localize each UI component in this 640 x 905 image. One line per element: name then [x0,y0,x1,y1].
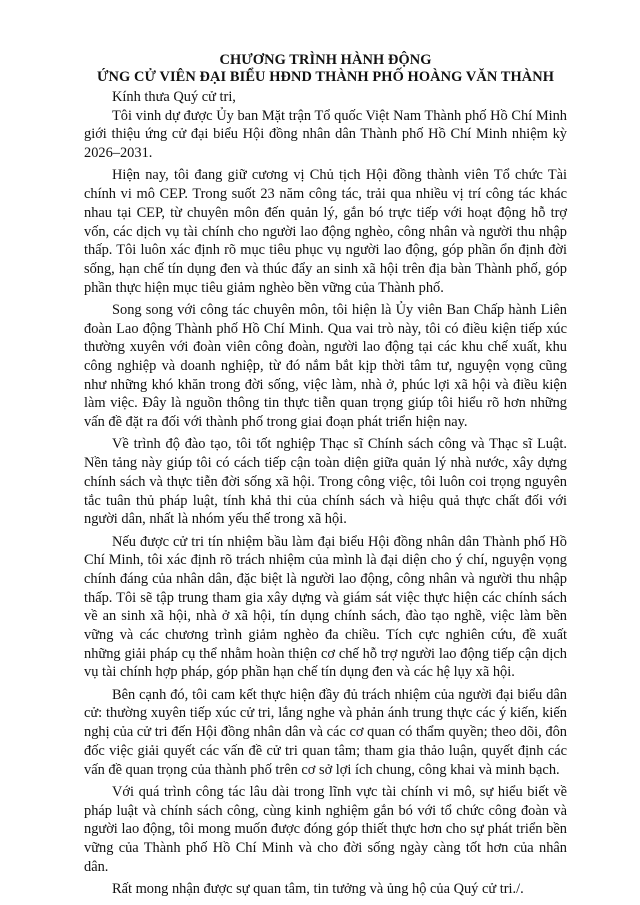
paragraph-closing: Rất mong nhận được sự quan tâm, tin tưởng và ủng hộ của Quý cử tri./. [112,880,524,897]
paragraph-aspiration: Với quá trình công tác lâu dài trong lĩnh vực tài chính vi mô, sự hiểu biết về pháp luật và chính sách công, cùng kinh nghiệm gắn bó với tổ chức công đoàn và người lao động, tôi mong muốn được đóng góp thiết thực hơn cho sự phát triển bền vững của Thành phố Hồ Chí Minh và cho đời sống ngày càng tốt hơn của nhân dân. [84,783,567,875]
document-title [84,52,567,86]
paragraph-education: Về trình độ đào tạo, tôi tốt nghiệp Thạc sĩ Chính sách công và Thạc sĩ Luật. Nền tảng này giúp tôi có cách tiếp cận toàn diện giữa quản lý nhà nước, xây dựng chính sách và thực tiễn đời sống xã hội. Trong công việc, tôi luôn coi trọng nguyên tắc tuân thủ pháp luật, tính khả thi của chính sách và hiệu quả thực chất đối với người dân, nhất là nhóm yếu thế trong xã hội. [84,436,567,528]
paragraph-current-position: Hiện nay, tôi đang giữ cương vị Chủ tịch Hội đồng thành viên Tổ chức Tài chính vi mô CEP. Trong suốt 23 năm công tác, trải qua nhiều vị trí công tác khác nhau tại CEP, từ chuyên môn đến quản lý, gắn bó trực tiếp với hoạt động hỗ trợ vốn, các dịch vụ tài chính cho người lao động nghèo, công nhân và người thu nhập thấp. Tôi luôn xác định rõ mục tiêu phục vụ người lao động, góp phần ổn định đời sống, hạn chế tín dụng đen và thúc đẩy an sinh xã hội trên địa bàn Thành phố, góp phần thực hiện mục tiêu giảm nghèo bền vững của Thành phố. [84,167,567,296]
paragraph-responsibilities: Bên cạnh đó, tôi cam kết thực hiện đầy đủ trách nhiệm của người đại biểu dân cử: thường xuyên tiếp xúc cử tri, lắng nghe và phản ánh trung thực các ý kiến, kiến nghị của cử tri đến Hội đồng nhân dân và các cơ quan có thẩm quyền; theo dõi, đôn đốc việc giải quyết các vấn đề cử tri quan tâm; tham gia thảo luận, quyết định các vấn đề quan trọng của thành phố trên cơ sở lợi ích chung, công khai và minh bạch. [84,686,567,778]
document-body [84,52,567,902]
greeting: Kính thưa Quý cử tri, [112,89,236,105]
paragraph-commitment: Nếu được cử tri tín nhiệm bầu làm đại biểu Hội đồng nhân dân Thành phố Hồ Chí Minh, tôi xác định rõ trách nhiệm của mình là đại diện cho ý chí, nguyện vọng chính đáng của nhân dân, đặc biệt là người lao động, công nhân và người thu nhập thấp. Tôi sẽ tập trung tham gia xây dựng và giám sát việc thực hiện các chính sách về an sinh xã hội, nhà ở xã hội, tín dụng chính sách, đào tạo nghề, việc làm bền vững và các chương trình giảm nghèo đa chiều. Tích cực nghiên cứu, đề xuất những giải pháp cụ thể nhằm hoàn thiện cơ chế hỗ trợ người lao động tiếp cận dịch vụ tài chính hợp pháp, góp phần hạn chế tín dụng đen và các hệ lụy xã hội. [84,533,567,681]
title-line-1: CHƯƠNG TRÌNH HÀNH ĐỘNG [219,52,432,68]
paragraph-union-role: Song song với công tác chuyên môn, tôi hiện là Ủy viên Ban Chấp hành Liên đoàn Lao động Thành phố Hồ Chí Minh. Qua vai trò này, tôi có điều kiện tiếp xúc thường xuyên với đoàn viên công đoàn, người lao động tại các khu chế xuất, khu công nghiệp và doanh nghiệp, từ đó nắm bắt kịp thời tâm tư, nguyện vọng cũng như những khó khăn trong đời sống, việc làm, nhà ở, phúc lợi xã hội và điều kiện làm việc. Đây là nguồn thông tin thực tiễn quan trọng giúp tôi hiểu rõ hơn những vấn đề đặt ra đối với thành phố trong giai đoạn phát triển hiện nay. [84,301,567,431]
paragraph-introduction: Tôi vinh dự được Ủy ban Mặt trận Tổ quốc Việt Nam Thành phố Hồ Chí Minh giới thiệu ứng cử đại biểu Hội đồng nhân dân Thành phố Hồ Chí Minh nhiệm kỳ 2026–2031. [84,107,567,162]
title-line-2: ỨNG CỬ VIÊN ĐẠI BIỂU HĐND THÀNH PHỐ HOÀNG VĂN THÀNH [96,69,555,85]
